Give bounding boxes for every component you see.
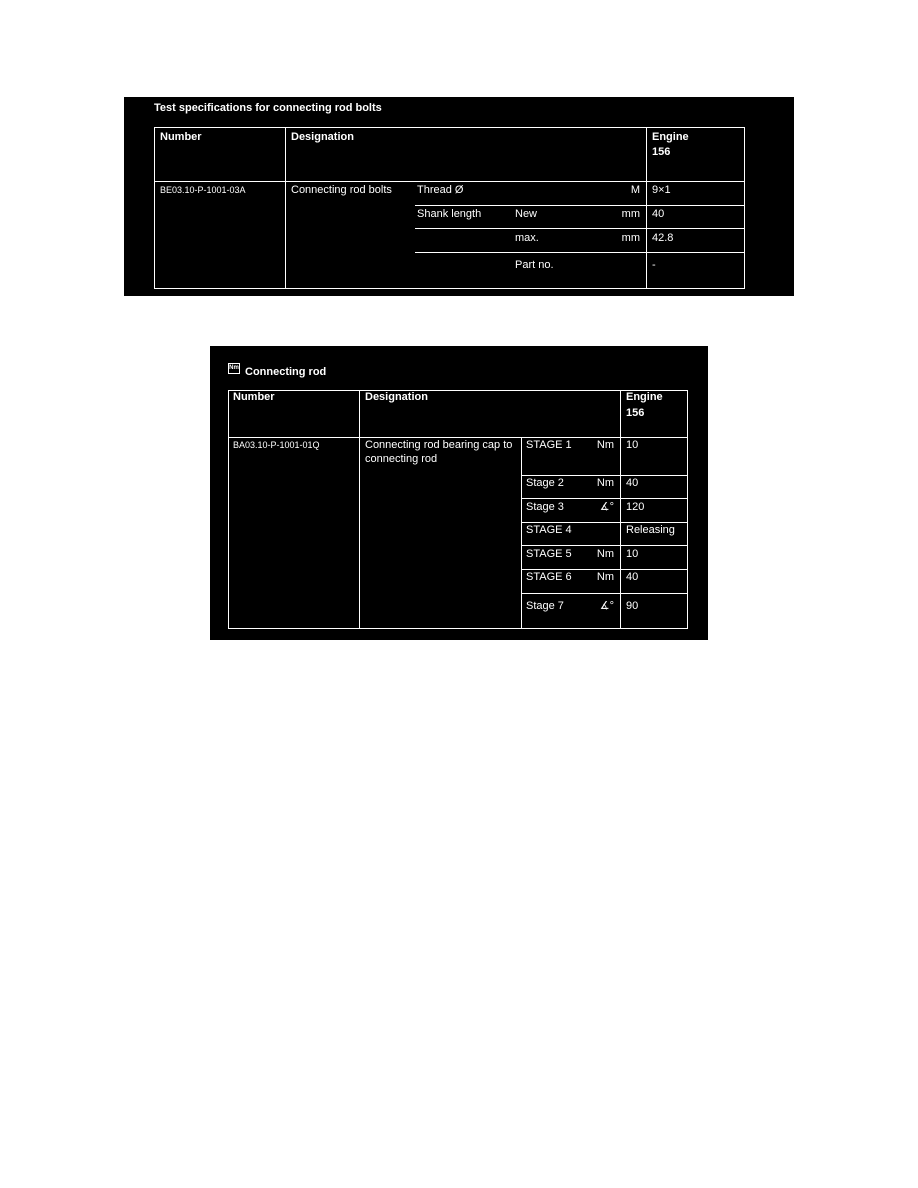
table-line: [521, 437, 522, 629]
connecting-rod-title: Connecting rod: [245, 366, 327, 378]
sub-label: max.: [515, 232, 539, 244]
table-line: [620, 390, 621, 629]
stage-label: STAGE 6: [526, 571, 572, 583]
stage-label: STAGE 1: [526, 439, 572, 451]
torque-value: 40: [626, 571, 639, 583]
header-engine: Engine: [652, 131, 689, 143]
angle-icon: ∡°: [599, 501, 614, 513]
stage-label: Stage 7: [526, 600, 564, 612]
sub-label: New: [515, 208, 538, 220]
stage-label: STAGE 4: [526, 524, 572, 536]
torque-value: Releasing: [626, 524, 675, 536]
header-designation: Designation: [365, 391, 428, 403]
unit-label: Nm: [596, 439, 614, 451]
header-number: Number: [233, 391, 275, 403]
bolt-spec-panel: [124, 97, 794, 296]
doc-number: BA03.10-P-1001-01Q: [233, 440, 320, 450]
spec-value: -: [652, 259, 656, 271]
stage-label: Stage 2: [526, 477, 564, 489]
torque-value: 120: [626, 501, 645, 513]
table-line: [521, 545, 688, 546]
stage-label: Stage 3: [526, 501, 564, 513]
header-engine-number: 156: [652, 146, 671, 158]
unit-label: mm: [621, 232, 640, 244]
torque-value: 90: [626, 600, 639, 612]
unit-label: Nm: [596, 477, 614, 489]
spec-value: 42.8: [652, 232, 674, 244]
torque-value: 10: [626, 439, 639, 451]
torque-value: 40: [626, 477, 639, 489]
spec-value: 9×1: [652, 184, 671, 196]
table-line: [359, 390, 360, 629]
header-engine-number: 156: [626, 407, 645, 419]
unit-label: M: [630, 184, 640, 196]
angle-icon: ∡°: [599, 600, 614, 612]
table-line: [415, 228, 745, 229]
table-line: [415, 252, 745, 253]
table-line: [521, 498, 688, 499]
designation-text: Connecting rod bolts: [291, 184, 392, 196]
doc-number: BE03.10-P-1001-03A: [160, 185, 246, 195]
table-line: [521, 593, 688, 594]
unit-label: mm: [621, 208, 640, 220]
bolt-spec-title: Test specifications for connecting rod bolts: [154, 102, 382, 114]
table-line: [154, 181, 745, 182]
param-label: Shank length: [417, 208, 482, 220]
table-line: [646, 127, 647, 289]
header-engine: Engine: [626, 391, 663, 403]
table-line: [415, 205, 745, 206]
connecting-rod-panel: [210, 346, 708, 640]
table-line: [285, 127, 286, 289]
spec-value: 40: [652, 208, 665, 220]
stage-label: STAGE 5: [526, 548, 572, 560]
sub-label: Part no.: [515, 259, 554, 271]
torque-nm-icon: Nm: [228, 363, 240, 374]
unit-label: Nm: [596, 548, 614, 560]
designation-text: Connecting rod bearing cap to connecting rod: [365, 439, 513, 465]
unit-label: Nm: [596, 571, 614, 583]
header-number: Number: [160, 131, 202, 143]
torque-value: 10: [626, 548, 639, 560]
header-designation: Designation: [291, 131, 354, 143]
param-label: Thread Ø: [417, 184, 464, 196]
